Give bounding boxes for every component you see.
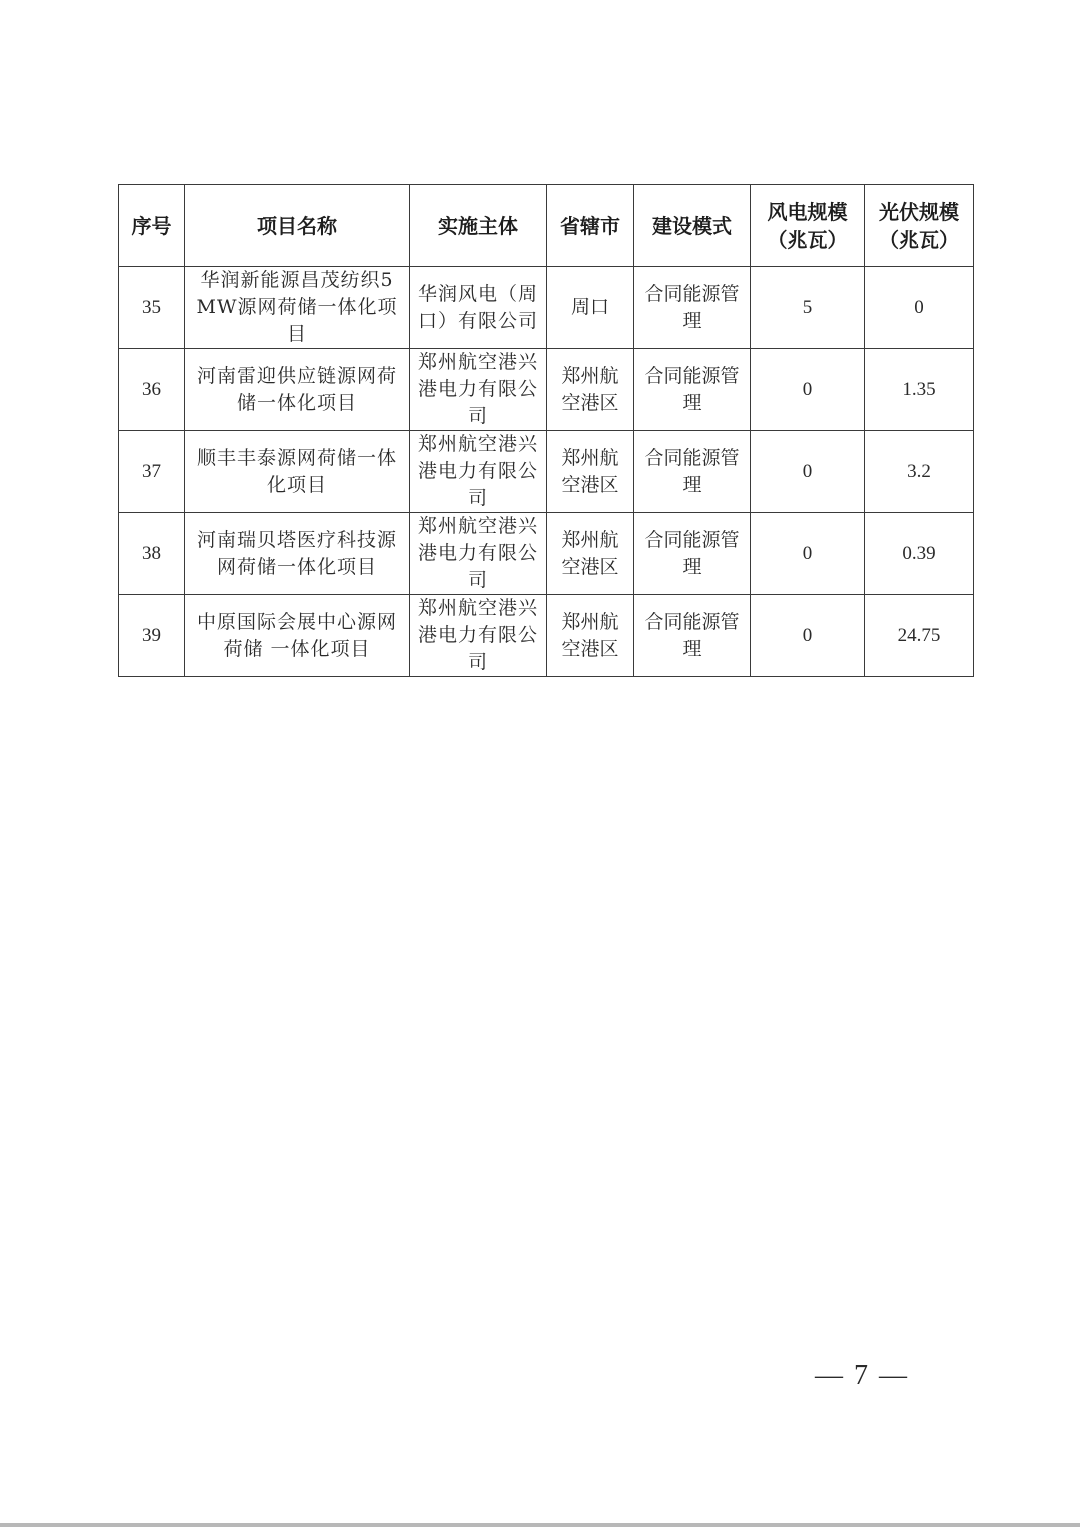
project-table — [118, 184, 974, 677]
row-index: 37 — [119, 431, 185, 513]
row-project-name: 河南瑞贝塔医疗科技源网荷储一体化项目 — [185, 513, 410, 595]
row-index: 38 — [119, 513, 185, 595]
row-wind-capacity: 0 — [751, 595, 865, 677]
row-mode: 合同能源管理 — [634, 267, 751, 349]
row-mode: 合同能源管理 — [634, 349, 751, 431]
table-row — [119, 595, 974, 677]
page-number: — 7 — — [815, 1360, 909, 1391]
row-solar-capacity: 3.2 — [865, 431, 974, 513]
row-city: 郑州航空港区 — [547, 431, 634, 513]
header-mode: 建设模式 — [634, 185, 751, 267]
row-entity: 郑州航空港兴港电力有限公司 — [410, 595, 547, 677]
header-solar-capacity: 光伏规模（兆瓦） — [865, 185, 974, 267]
table-row — [119, 349, 974, 431]
table-row — [119, 267, 974, 349]
row-entity: 郑州航空港兴港电力有限公司 — [410, 513, 547, 595]
row-entity: 郑州航空港兴港电力有限公司 — [410, 431, 547, 513]
header-entity: 实施主体 — [410, 185, 547, 267]
row-wind-capacity: 0 — [751, 513, 865, 595]
table-header-row — [119, 185, 974, 267]
header-city: 省辖市 — [547, 185, 634, 267]
row-entity: 华润风电（周口）有限公司 — [410, 267, 547, 349]
row-project-name: 中原国际会展中心源网荷储 一体化项目 — [185, 595, 410, 677]
row-index: 36 — [119, 349, 185, 431]
row-entity: 郑州航空港兴港电力有限公司 — [410, 349, 547, 431]
row-index: 39 — [119, 595, 185, 677]
row-wind-capacity: 0 — [751, 349, 865, 431]
row-project-name: 河南雷迎供应链源网荷储一体化项目 — [185, 349, 410, 431]
header-wind-capacity: 风电规模（兆瓦） — [751, 185, 865, 267]
row-mode: 合同能源管理 — [634, 513, 751, 595]
row-wind-capacity: 0 — [751, 431, 865, 513]
page-edge — [0, 1523, 1080, 1527]
row-mode: 合同能源管理 — [634, 431, 751, 513]
row-wind-capacity: 5 — [751, 267, 865, 349]
row-project-name: 华润新能源昌茂纺织5MW源网荷储一体化项目 — [185, 267, 410, 349]
row-solar-capacity: 0 — [865, 267, 974, 349]
row-solar-capacity: 24.75 — [865, 595, 974, 677]
row-mode: 合同能源管理 — [634, 595, 751, 677]
row-city: 周口 — [547, 267, 634, 349]
row-city: 郑州航空港区 — [547, 513, 634, 595]
row-index: 35 — [119, 267, 185, 349]
row-city: 郑州航空港区 — [547, 349, 634, 431]
table-row — [119, 431, 974, 513]
header-index: 序号 — [119, 185, 185, 267]
row-solar-capacity: 0.39 — [865, 513, 974, 595]
row-city: 郑州航空港区 — [547, 595, 634, 677]
row-solar-capacity: 1.35 — [865, 349, 974, 431]
header-project-name: 项目名称 — [185, 185, 410, 267]
row-project-name: 顺丰丰泰源网荷储一体化项目 — [185, 431, 410, 513]
table-row — [119, 513, 974, 595]
